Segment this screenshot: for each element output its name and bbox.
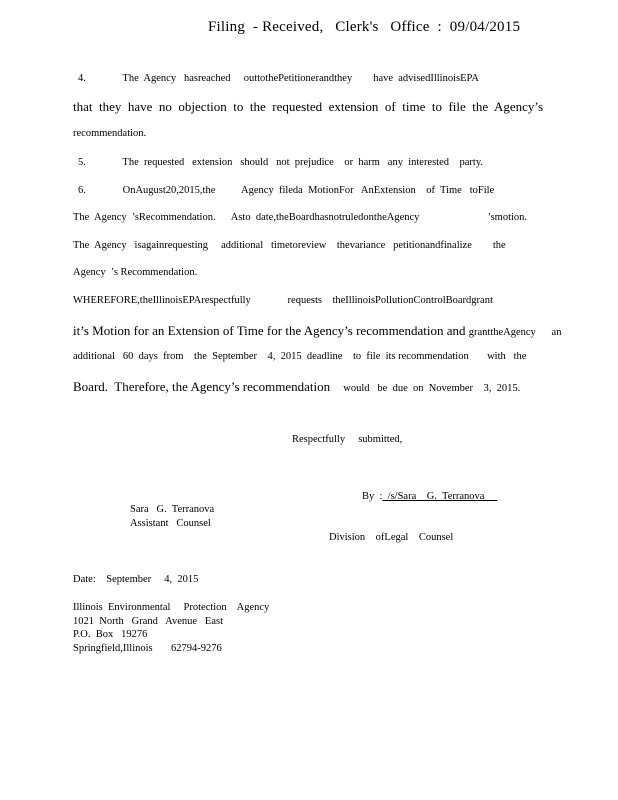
paragraph-6-line-4: Agency ’s Recommendation. — [73, 267, 198, 278]
signer-title: Assistant Counsel — [130, 518, 211, 529]
signature-name: _/s/Sara G. Terranova — [382, 491, 498, 502]
wherefore-line-2-tail: granttheAgency an — [468, 327, 562, 338]
paragraph-5-line-1: 5. The requested extension should not prejudice or harm any interested party. — [78, 157, 484, 168]
wherefore-line-3: additional 60 days from the September 4, 2015 deadline to file its recommendation with the — [73, 351, 527, 362]
wherefore-line-4-main: Board. Therefore, the Agency’s recommendation — [73, 379, 331, 394]
paragraph-4-line-3: recommendation. — [73, 128, 147, 139]
division-name: Division ofLegal Counsel — [329, 532, 454, 543]
paragraph-6-line-1: 6. OnAugust20,2015,the Agency fileda MotionFor AnExtension of Time toFile — [78, 185, 495, 196]
paragraph-4-line-2: that they have no objection to the requested extension of time to file the Agency’s — [73, 99, 544, 114]
wherefore-line-2-main: it’s Motion for an Extension of Time for the Agency’s recommendation and — [73, 323, 469, 338]
wherefore-line-1: WHEREFORE,theIllinoisEPArespectfully requests theIllinoisPollutionControlBoardgrant — [73, 295, 493, 306]
address-line-3: P.O. Box 19276 — [73, 629, 148, 640]
paragraph-4-line-1: 4. The Agency hasreached outtothePetitionerandthey have advisedIllinoisEPA — [78, 73, 479, 84]
wherefore-line-4 — [73, 379, 520, 395]
paragraph-6-line-3: The Agency isagainrequesting additional timetoreview thevariance petitionandfinalize the — [73, 240, 506, 251]
respectfully-submitted: Respectfully submitted, — [292, 434, 403, 445]
signature-line — [362, 492, 498, 503]
wherefore-line-4-tail: would be due on November 3, 2015. — [330, 383, 521, 394]
address-line-2: 1021 North Grand Avenue East — [73, 616, 223, 627]
paragraph-6-line-2: The Agency ’sRecommendation. Asto date,theBoardhasnotruledontheAgency ’smotion. — [73, 212, 528, 223]
address-line-1: Illinois Environmental Protection Agency — [73, 602, 270, 613]
wherefore-line-2 — [73, 323, 561, 339]
address-line-4: Springfield,Illinois 62794-9276 — [73, 643, 222, 654]
signer-name: Sara G. Terranova — [130, 504, 215, 515]
date-line: Date: September 4, 2015 — [73, 574, 199, 585]
filing-header: Filing - Received, Clerk's Office : 09/04/2015 — [208, 19, 521, 35]
signature-by-prefix: By : — [362, 491, 383, 502]
